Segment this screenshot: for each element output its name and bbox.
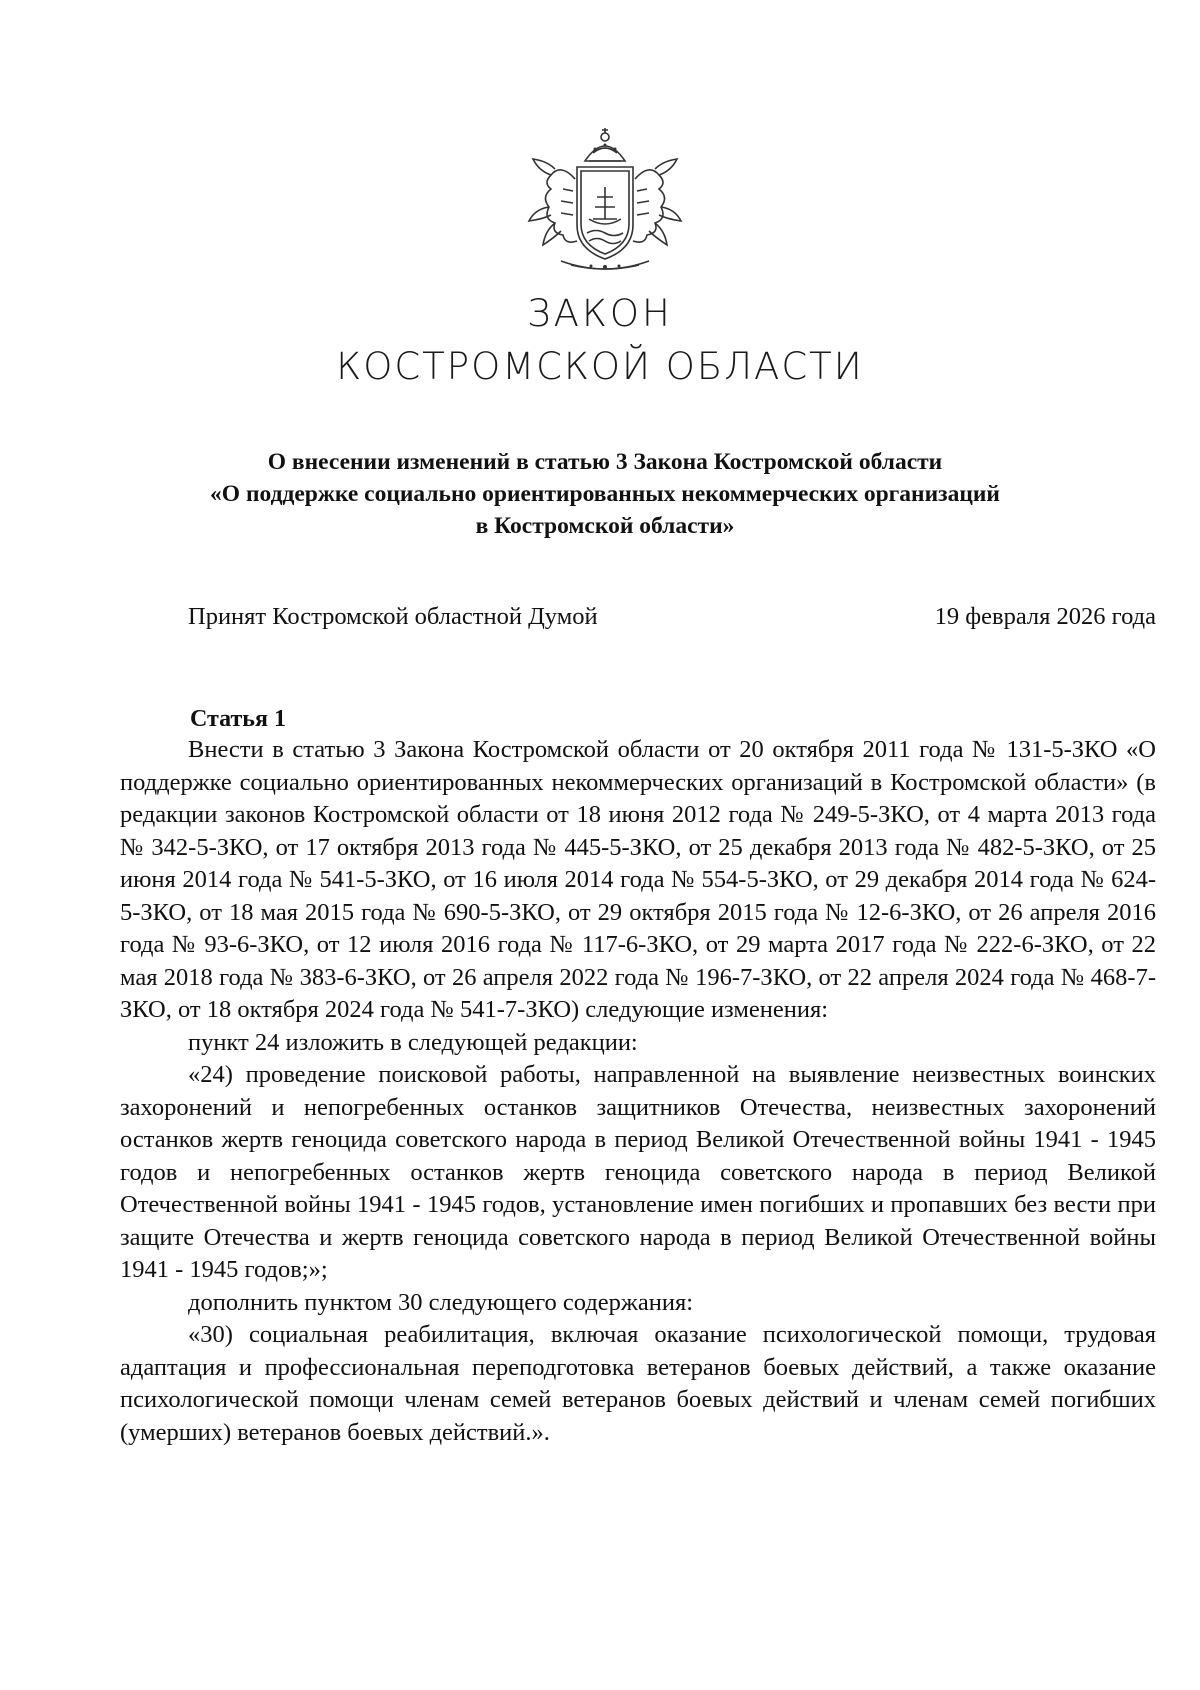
point-24-text: «24) проведение поисковой работы, направленной на выявление неизвестных воинских захоронений и непогребенных останков защитников Отечества, неизвестных захоронений останков жертв геноцида советского народа в период Великой Отечественной войны 1941 - 1945 годов и непогребенных останков жертв геноцида советского народа в период Великой Отечественной войны 1941 - 1945 годов, установление имен погибших и пропавших без вести при защите Отечества и жертв геноцида советского народа в период Великой Отечественной войны 1941 - 1945 годов;»;: [120, 1061, 1156, 1283]
law-title-line: в Костромской области»: [475, 513, 735, 539]
law-title-line: О внесении изменений в статью 3 Закона Костромской области: [267, 449, 943, 475]
law-title-line: «О поддержке социально ориентированных некоммерческих организаций: [210, 481, 1000, 507]
article-body: [120, 734, 1156, 1449]
law-heading: ЗАКОН: [527, 292, 673, 335]
article-heading: Статья 1: [190, 706, 286, 732]
article-intro-paragraph: Внести в статью 3 Закона Костромской области от 20 октября 2011 года № 131-5-ЗКО «О поддержке социально ориентированных некоммерческих организаций в Костромской области» (в редакции законов Костромской области от 18 июня 2012 года № 249-5-ЗКО, от 4 марта 2013 года № 342-5-ЗКО, от 17 октября 2013 года № 445-5-ЗКО, от 25 декабря 2013 года № 482-5-ЗКО, от 25 июня 2014 года № 541-5-ЗКО, от 16 июля 2014 года № 554-5-ЗКО, от 29 декабря 2014 года № 624-5-ЗКО, от 18 мая 2015 года № 690-5-ЗКО, от 29 октября 2015 года № 12-6-ЗКО, от 26 апреля 2016 года № 93-6-ЗКО, от 12 июля 2016 года № 117-6-ЗКО, от 29 марта 2017 года № 222-6-ЗКО, от 22 мая 2018 года № 383-6-ЗКО, от 26 апреля 2022 года № 196-7-ЗКО, от 22 апреля 2024 года № 468-7-ЗКО, от 18 октября 2024 года № 541-7-ЗКО) следующие изменения:: [120, 736, 1156, 1023]
region-heading: КОСТРОМСКОЙ ОБЛАСТИ: [336, 345, 864, 388]
point-24-instruction: пункт 24 изложить в следующей редакции:: [188, 1028, 638, 1056]
adoption-date: 19 февраля 2026 года: [934, 603, 1156, 630]
point-30-instruction: дополнить пунктом 30 следующего содержания:: [188, 1288, 694, 1316]
law-title: [150, 446, 1060, 542]
kostroma-region-coat-of-arms-icon: [521, 127, 689, 277]
point-30-text: «30) социальная реабилитация, включая оказание психологической помощи, трудовая адаптация и профессиональная переподготовка ветеранов боевых действий, а также оказание психологической помощи членам семей ветеранов боевых действий и членам семей погибших (умерших) ветеранов боевых действий.».: [120, 1321, 1156, 1446]
adopted-by: Принят Костромской областной Думой: [188, 603, 598, 630]
